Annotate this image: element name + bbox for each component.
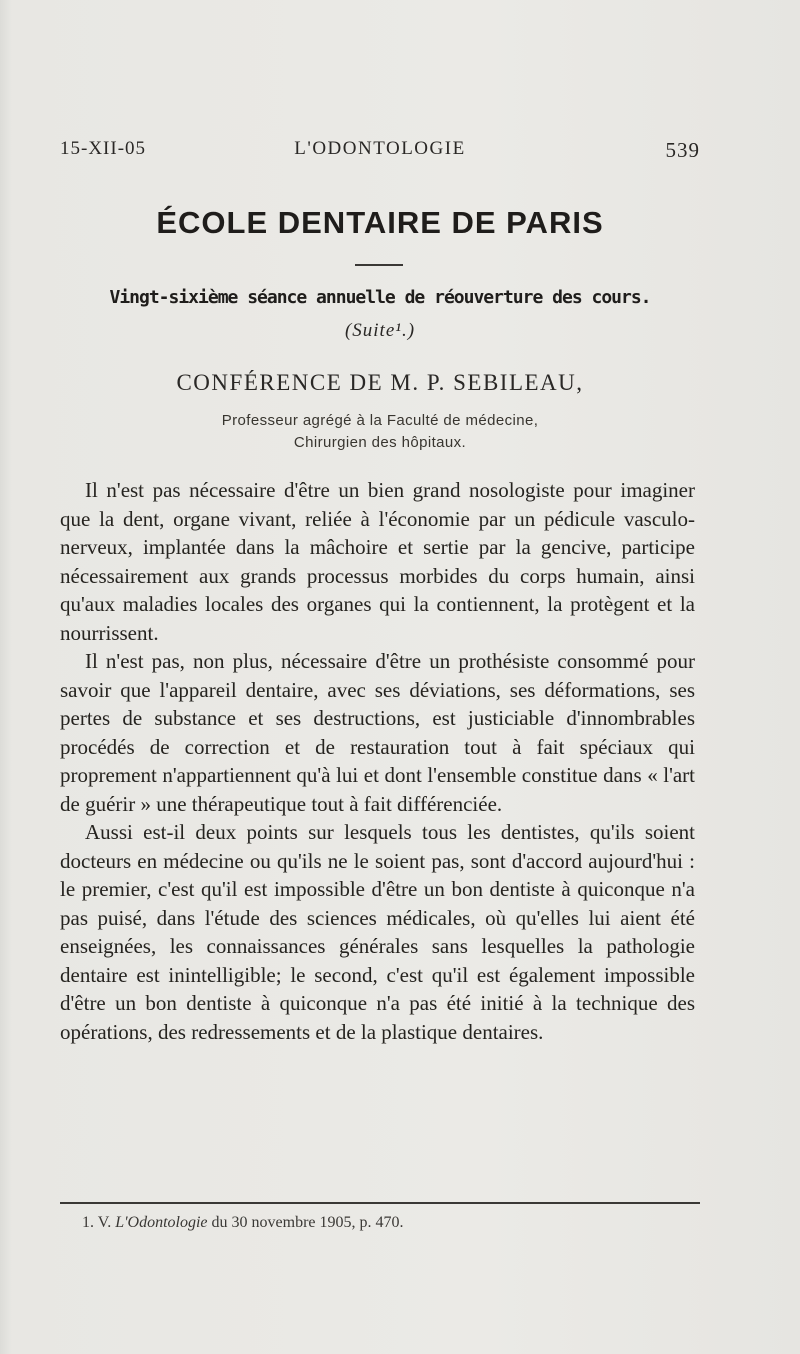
title-divider — [355, 264, 403, 266]
article-subtitle: Vingt-sixième séance annuelle de réouverture des cours. — [109, 287, 651, 308]
footnote-reference: du 30 novembre 1905, p. 470. — [211, 1214, 404, 1231]
running-head — [60, 138, 700, 168]
footnote-divider — [60, 1202, 700, 1204]
footnote-journal: L'Odontologie — [115, 1214, 208, 1231]
footnote-number: 1. V. — [82, 1214, 112, 1231]
article-title: ÉCOLE DENTAIRE DE PARIS — [156, 205, 604, 240]
conference-heading: CONFÉRENCE DE M. P. SEBILEAU, — [176, 370, 584, 395]
issue-date: 15-XII-05 — [60, 138, 147, 159]
paragraph-1: Il n'est pas nécessaire d'être un bien grand nosologiste pour imaginer que la dent, organe vivant, reliée à l'économie par un pédicule vasculo-nerveux, implantée dans la mâchoire et sertie par la gencive, participe nécessairement aux grands processus morbides du corps humain, ainsi qu'aux maladies locales des organes qui la contiennent, la protègent et la nourrissent. — [60, 478, 695, 645]
paragraph-3: Aussi est-il deux points sur lesquels tous les dentistes, qu'ils soient docteurs en médecine ou qu'ils ne le soient pas, sont d'accord aujourd'hui : le premier, c'est qu'il est impossible d'être un bon dentiste à quiconque n'a pas puisé, dans l'étude des sciences médicales, où qu'elles lui aient été enseignées, les connaissances générales sans lesquelles la pathologie dentaire est inintelligible; le second, c'est qu'il est également impossible d'être un bon dentiste à quiconque n'a pas été initié à la technique des opérations, des redressements et de la plastique dentaires. — [60, 820, 695, 1044]
paragraph-2: Il n'est pas, non plus, nécessaire d'être un prothésiste consommé pour savoir que l'appareil dentaire, avec ses déviations, ses déformations, ses pertes de substance et ses destructions, est justiciable d'innombrables procédés de correction et de restauration tout à fait spéciaux qui proprement n'appartiennent qu'à lui et dont l'ensemble constitue dans « l'art de guérir » une thérapeutique tout à fait différenciée. — [60, 649, 695, 816]
author-title-line-1: Professeur agrégé à la Faculté de médecine, — [221, 412, 539, 429]
journal-name: L'ODONTOLOGIE — [294, 138, 466, 159]
footnote — [82, 1214, 404, 1232]
continuation-note: (Suite¹.) — [344, 320, 416, 341]
article-body — [60, 476, 695, 1046]
page-number: 539 — [665, 138, 700, 162]
author-title-line-2: Chirurgien des hôpitaux. — [293, 434, 467, 451]
